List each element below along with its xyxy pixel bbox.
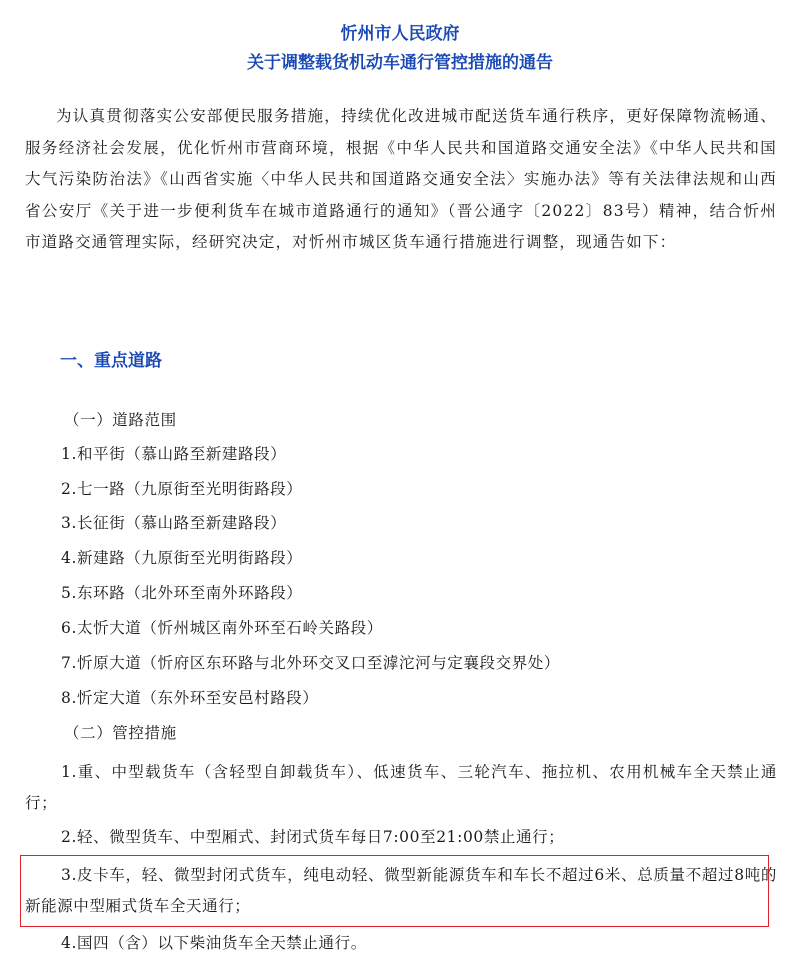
document-title-subject: 关于调整载货机动车通行管控措施的通告: [247, 53, 553, 73]
road-item: 7.忻原大道（忻府区东环路与北外环交叉口至滹沱河与定襄段交界处）: [61, 654, 560, 672]
road-item: 5.东环路（北外环至南外环路段）: [61, 584, 303, 602]
measure-item-highlighted: 3.皮卡车，轻、微型封闭式货车，纯电动轻、微型新能源货车和车长不超过6米、总质量不超过8吨的新能源中型厢式货车全天通行；: [25, 866, 777, 915]
subsection-heading-control-measures: （二）管控措施: [64, 724, 177, 742]
road-item: 4.新建路（九原街至光明街路段）: [61, 549, 303, 567]
intro-paragraph: 为认真贯彻落实公安部便民服务措施，持续优化改进城市配送货车通行秩序，更好保障物流畅通、服务经济社会发展，优化忻州市营商环境，根据《中华人民共和国道路交通安全法》《中华人民共和国大气污染防治法》《山西省实施〈中华人民共和国道路交通安全法〉实施办法》等有关法律法规和山西省公安厅《关于进一步便利货车在城市道路通行的通知》（晋公通字〔2022〕83号）精神，结合忻州市道路交通管理实际，经研究决定，对忻州市城区货车通行措施进行调整，现通告如下：: [25, 107, 777, 252]
section-heading-key-roads: 一、重点道路: [60, 351, 162, 371]
measure-item: 4.国四（含）以下柴油货车全天禁止通行。: [61, 934, 367, 952]
road-item: 8.忻定大道（东外环至安邑村路段）: [61, 689, 319, 707]
road-item: 1.和平街（慕山路至新建路段）: [61, 445, 287, 463]
document-title-issuer: 忻州市人民政府: [340, 24, 460, 44]
road-item: 2.七一路（九原街至光明街路段）: [61, 480, 303, 498]
road-item: 6.太忻大道（忻州城区南外环至石岭关路段）: [61, 619, 383, 637]
measure-item: 1.重、中型载货车（含轻型自卸载货车）、低速货车、三轮汽车、拖拉机、农用机械车全天禁止通行；: [25, 763, 777, 812]
subsection-heading-road-scope: （一）道路范围: [64, 411, 177, 429]
measure-item: 2.轻、微型货车、中型厢式、封闭式货车每日7:00至21:00禁止通行；: [61, 828, 565, 846]
road-item: 3.长征街（慕山路至新建路段）: [61, 514, 287, 532]
